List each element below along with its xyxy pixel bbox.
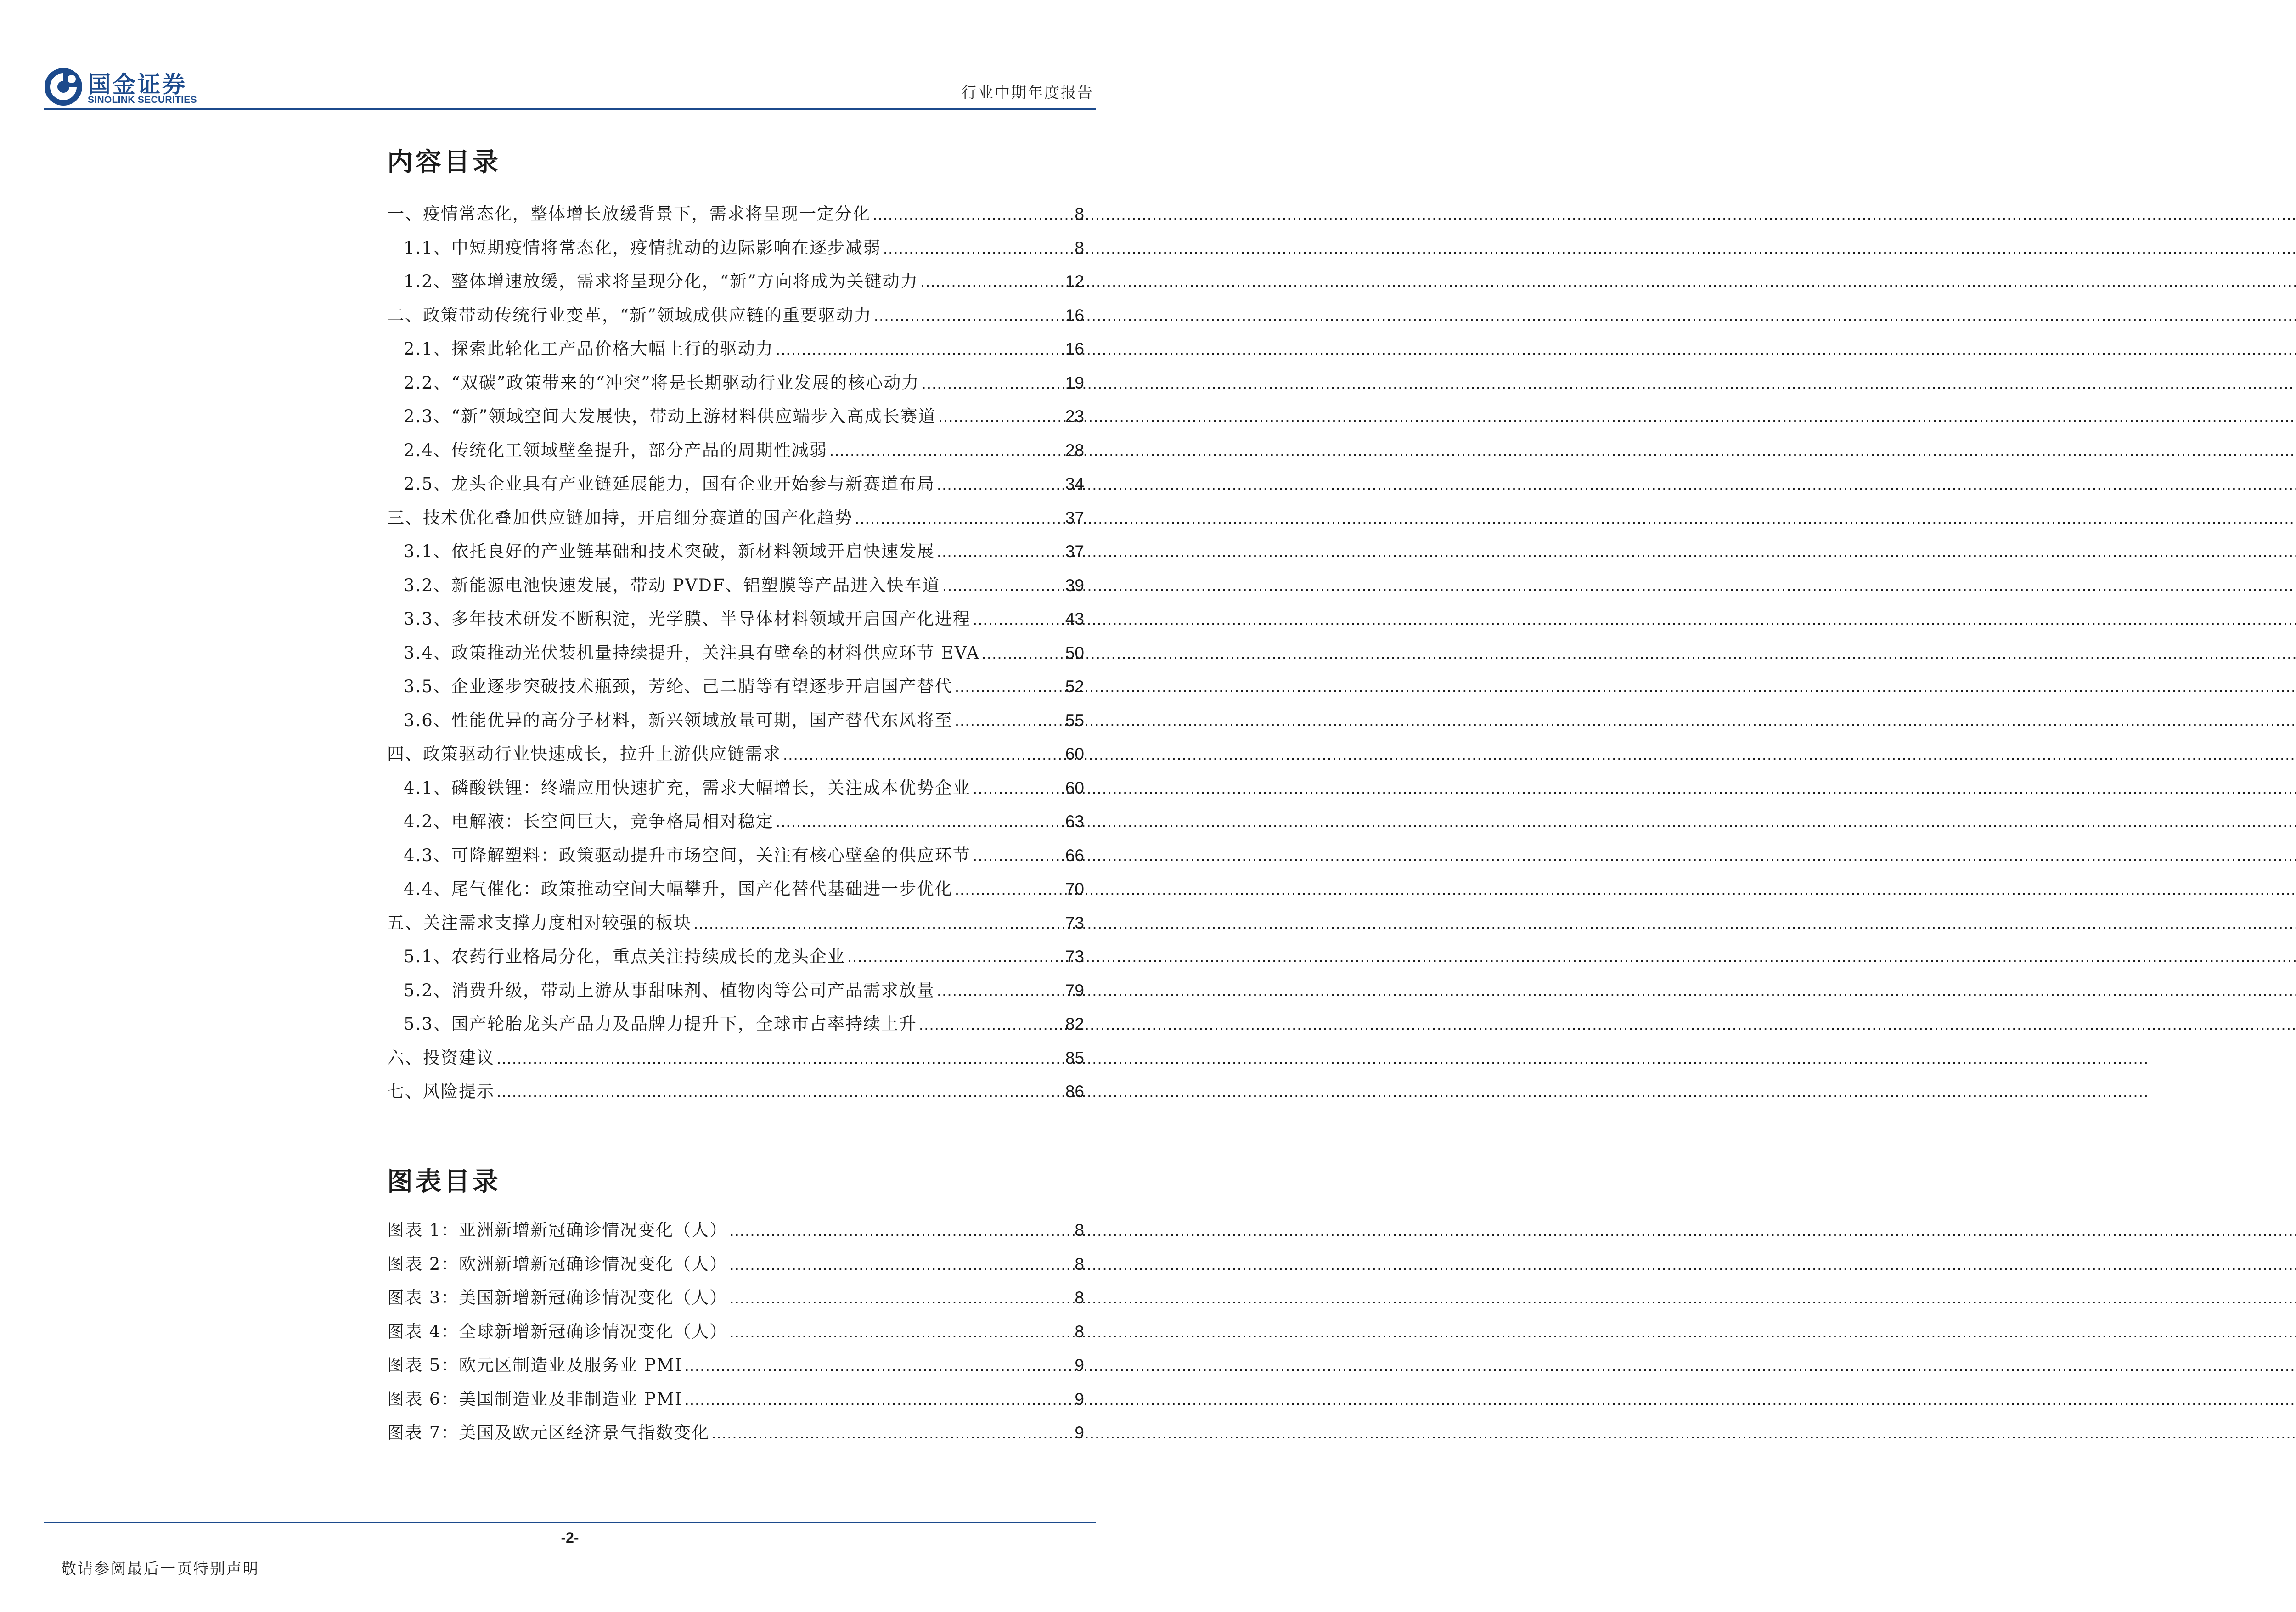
figure-entry-page: 9 [1075, 1356, 1084, 1375]
toc-entry[interactable] [387, 602, 1084, 636]
toc-entry-label: 2.1、探索此轮化工产品价格大幅上行的驱动力 [404, 339, 774, 359]
toc-entry[interactable] [387, 299, 1084, 333]
toc-entry-label: 三、技术优化叠加供应链加持，开启细分赛道的国产化趋势 [387, 507, 853, 528]
dot-leader [920, 265, 1064, 299]
dot-leader [829, 434, 1064, 468]
toc-entry[interactable] [387, 839, 1084, 873]
toc-entry-label: 5.1、农药行业格局分化，重点关注持续成长的龙头企业 [404, 947, 845, 966]
toc-entry-page: 8 [1075, 204, 1084, 223]
toc-entry-label: 2.4、传统化工领域壁垒提升，部分产品的周期性减弱 [404, 440, 827, 460]
figure-entry-page: 8 [1075, 1254, 1084, 1274]
dot-leader [919, 1007, 1064, 1041]
toc-entry[interactable] [387, 400, 1084, 434]
dot-leader [776, 332, 1064, 366]
toc-entry-page: 34 [1065, 474, 1084, 493]
toc-entry[interactable] [387, 805, 1084, 839]
figure-entry-label: 图表 2：欧洲新增新冠确诊情况变化（人） [387, 1254, 728, 1274]
toc-entry-label: 5.3、国产轮胎龙头产品力及品牌力提升下，全球市占率持续上升 [404, 1014, 917, 1034]
toc-entry[interactable] [387, 737, 1084, 771]
toc-entry-page: 52 [1065, 677, 1084, 696]
toc-entry-label: 2.2、“双碳”政策带来的“冲突”将是长期驱动行业发展的核心动力 [404, 372, 920, 393]
dot-leader [883, 231, 1073, 265]
dot-leader [955, 670, 1064, 704]
toc-entry-label: 一、疫情常态化，整体增长放缓背景下，需求将呈现一定分化 [387, 204, 871, 224]
figure-entry-label: 图表 5：欧元区制造业及服务业 PMI [387, 1355, 683, 1375]
toc-entry-page: 37 [1065, 508, 1084, 527]
list-of-figures [387, 1166, 1084, 1450]
toc-entry-page: 19 [1065, 373, 1084, 392]
dot-leader [847, 940, 1064, 974]
toc-entry-page: 55 [1065, 710, 1084, 730]
toc-entry-label: 4.1、磷酸铁锂：终端应用快速扩充，需求大幅增长，关注成本优势企业 [404, 778, 971, 798]
toc-entry[interactable] [387, 197, 1084, 231]
toc-entry-page: 39 [1065, 575, 1084, 595]
toc-entry-label: 七、风险提示 [387, 1082, 495, 1101]
toc-entry-label: 4.3、可降解塑料：政策驱动提升市场空间，关注有核心壁垒的供应环节 [404, 845, 971, 865]
figure-entry[interactable] [387, 1213, 1084, 1247]
toc-entry-label: 1.2、整体增速放缓，需求将呈现分化，“新”方向将成为关键动力 [404, 271, 918, 291]
figures-list [387, 1213, 1084, 1450]
toc-entry-page: 70 [1065, 879, 1084, 898]
dot-leader [942, 569, 1064, 603]
page-number: -2- [561, 1529, 579, 1546]
dot-leader [922, 366, 1064, 400]
toc-entry-label: 1.1、中短期疫情将常态化，疫情扰动的边际影响在逐步减弱 [404, 237, 881, 258]
toc-entry-page: 73 [1065, 913, 1084, 932]
toc-entry-label: 4.4、尾气催化：政策推动空间大幅攀升，国产化替代基础进一步优化 [404, 879, 953, 899]
dot-leader [729, 1213, 1073, 1247]
figure-entry-page: 8 [1075, 1221, 1084, 1240]
toc-list [387, 197, 1084, 1109]
dot-leader [729, 1315, 1073, 1349]
dot-leader [684, 1348, 1073, 1382]
toc-entry-page: 60 [1065, 778, 1084, 797]
toc-entry-page: 28 [1065, 440, 1084, 460]
toc-entry-page: 60 [1065, 744, 1084, 763]
figures-title: 图表目录 [387, 1167, 501, 1197]
figure-entry-page: 8 [1075, 1288, 1084, 1307]
figure-entry-label: 图表 4：全球新增新冠确诊情况变化（人） [387, 1321, 728, 1341]
dot-leader [783, 737, 1064, 771]
toc-entry-label: 3.6、性能优异的高分子材料，新兴领域放量可期，国产替代东风将至 [404, 710, 953, 730]
toc-title: 内容目录 [387, 147, 501, 177]
toc-entry[interactable] [387, 569, 1084, 603]
toc-entry-label: 四、政策驱动行业快速成长，拉升上游供应链需求 [387, 744, 781, 764]
figure-entry[interactable] [387, 1247, 1084, 1281]
brand-name-cn: 国金证券 [88, 71, 187, 98]
toc-entry[interactable] [387, 332, 1084, 366]
toc-entry[interactable] [387, 670, 1084, 704]
company-logo [44, 65, 218, 111]
toc-entry-label: 3.4、政策推动光伏装机量持续提升，关注具有壁垒的材料供应环节 EVA [404, 643, 980, 663]
dot-leader [937, 535, 1064, 569]
figure-entry[interactable] [387, 1281, 1084, 1315]
dot-leader [982, 636, 1064, 670]
toc-entry-page: 37 [1065, 542, 1084, 561]
toc-entry-label: 3.5、企业逐步突破技术瓶颈，芳纶、己二腈等有望逐步开启国产替代 [404, 676, 953, 696]
toc-entry-label: 五、关注需求支撑力度相对较强的板块 [387, 913, 692, 933]
toc-entry-page: 85 [1065, 1048, 1084, 1067]
toc-entry[interactable] [387, 872, 1084, 906]
toc-entry-page: 79 [1065, 981, 1084, 1000]
dot-leader [937, 974, 1064, 1008]
toc-entry-page: 86 [1065, 1082, 1084, 1101]
toc-entry-page: 16 [1065, 305, 1084, 325]
dot-leader [973, 602, 1064, 636]
dot-leader [496, 1041, 1064, 1075]
toc-entry[interactable] [387, 467, 1084, 501]
dot-leader [729, 1247, 1073, 1281]
figure-entry-label: 图表 7：美国及欧元区经济景气指数变化 [387, 1423, 710, 1443]
toc-entry-label: 3.2、新能源电池快速发展，带动 PVDF、铝塑膜等产品进入快车道 [404, 575, 940, 595]
dot-leader [776, 805, 1064, 839]
toc-entry-page: 16 [1065, 339, 1084, 358]
figure-entry-page: 9 [1075, 1389, 1084, 1409]
figure-entry[interactable] [387, 1315, 1084, 1349]
dot-leader [938, 400, 1064, 434]
toc-entry[interactable] [387, 265, 1084, 299]
toc-entry[interactable] [387, 1007, 1084, 1041]
toc-entry-label: 3.1、依托良好的产业链基础和技术突破，新材料领域开启快速发展 [404, 541, 935, 561]
report-type-label: 行业中期年度报告 [962, 84, 1094, 101]
figure-entry[interactable] [387, 1382, 1084, 1416]
figure-entry-label: 图表 1：亚洲新增新冠确诊情况变化（人） [387, 1220, 728, 1240]
dot-leader [711, 1416, 1073, 1450]
footer-divider [44, 1522, 1096, 1523]
toc-entry-label: 2.5、龙头企业具有产业链延展能力，国有企业开始参与新赛道布局 [404, 474, 935, 494]
toc-entry[interactable] [387, 501, 1084, 535]
dot-leader [874, 299, 1064, 333]
toc-entry-label: 3.3、多年技术研发不断积淀，光学膜、半导体材料领域开启国产化进程 [404, 609, 971, 629]
toc-entry-label: 2.3、“新”领域空间大发展快，带动上游材料供应端步入高成长赛道 [404, 406, 936, 426]
brand-name-en: SINOLINK SECURITIES [88, 95, 197, 105]
toc-entry[interactable] [387, 636, 1084, 670]
dot-leader [955, 872, 1064, 906]
figure-entry[interactable] [387, 1348, 1084, 1382]
dot-leader [855, 501, 1064, 535]
toc-entry-page: 23 [1065, 407, 1084, 426]
dot-leader [872, 197, 1073, 231]
dot-leader [937, 467, 1064, 501]
toc-entry-page: 66 [1065, 845, 1084, 865]
toc-entry-page: 63 [1065, 812, 1084, 831]
figure-entry[interactable] [387, 1416, 1084, 1450]
dot-leader [693, 906, 1064, 940]
figure-entry-label: 图表 6：美国制造业及非制造业 PMI [387, 1389, 683, 1409]
dot-leader [729, 1281, 1073, 1315]
dot-leader [496, 1075, 1064, 1109]
toc-entry-label: 二、政策带动传统行业变革，“新”领域成供应链的重要驱动力 [387, 305, 872, 325]
toc-entry-label: 六、投资建议 [387, 1048, 495, 1068]
toc-entry[interactable] [387, 1041, 1084, 1075]
toc-entry-page: 50 [1065, 643, 1084, 662]
header-divider [44, 108, 1096, 110]
figure-entry-label: 图表 3：美国新增新冠确诊情况变化（人） [387, 1288, 728, 1308]
dot-leader [973, 771, 1064, 805]
figure-entry-page: 9 [1075, 1423, 1084, 1442]
toc-entry-label: 5.2、消费升级，带动上游从事甜味剂、植物肉等公司产品需求放量 [404, 980, 935, 1000]
toc-entry-page: 82 [1065, 1015, 1084, 1033]
dot-leader [973, 839, 1064, 873]
toc-entry-page: 73 [1065, 947, 1084, 966]
toc-entry-label: 4.2、电解液：长空间巨大，竞争格局相对稳定 [404, 812, 774, 831]
figure-entry-page: 8 [1075, 1322, 1084, 1341]
toc-entry[interactable] [387, 366, 1084, 400]
toc-entry[interactable] [387, 974, 1084, 1008]
table-of-contents [387, 146, 1084, 1109]
sinolink-logo-icon [44, 67, 83, 107]
toc-entry-page: 8 [1075, 238, 1084, 257]
dot-leader [955, 704, 1064, 738]
disclaimer-note: 敬请参阅最后一页特别声明 [61, 1560, 259, 1578]
toc-entry[interactable] [387, 1075, 1084, 1109]
toc-entry-page: 43 [1065, 609, 1084, 628]
toc-entry[interactable] [387, 231, 1084, 265]
toc-entry[interactable] [387, 906, 1084, 940]
toc-entry[interactable] [387, 434, 1084, 468]
toc-entry[interactable] [387, 940, 1084, 974]
toc-entry[interactable] [387, 771, 1084, 805]
toc-entry[interactable] [387, 704, 1084, 738]
dot-leader [684, 1382, 1073, 1416]
toc-entry-page: 12 [1065, 272, 1084, 291]
toc-entry[interactable] [387, 535, 1084, 569]
